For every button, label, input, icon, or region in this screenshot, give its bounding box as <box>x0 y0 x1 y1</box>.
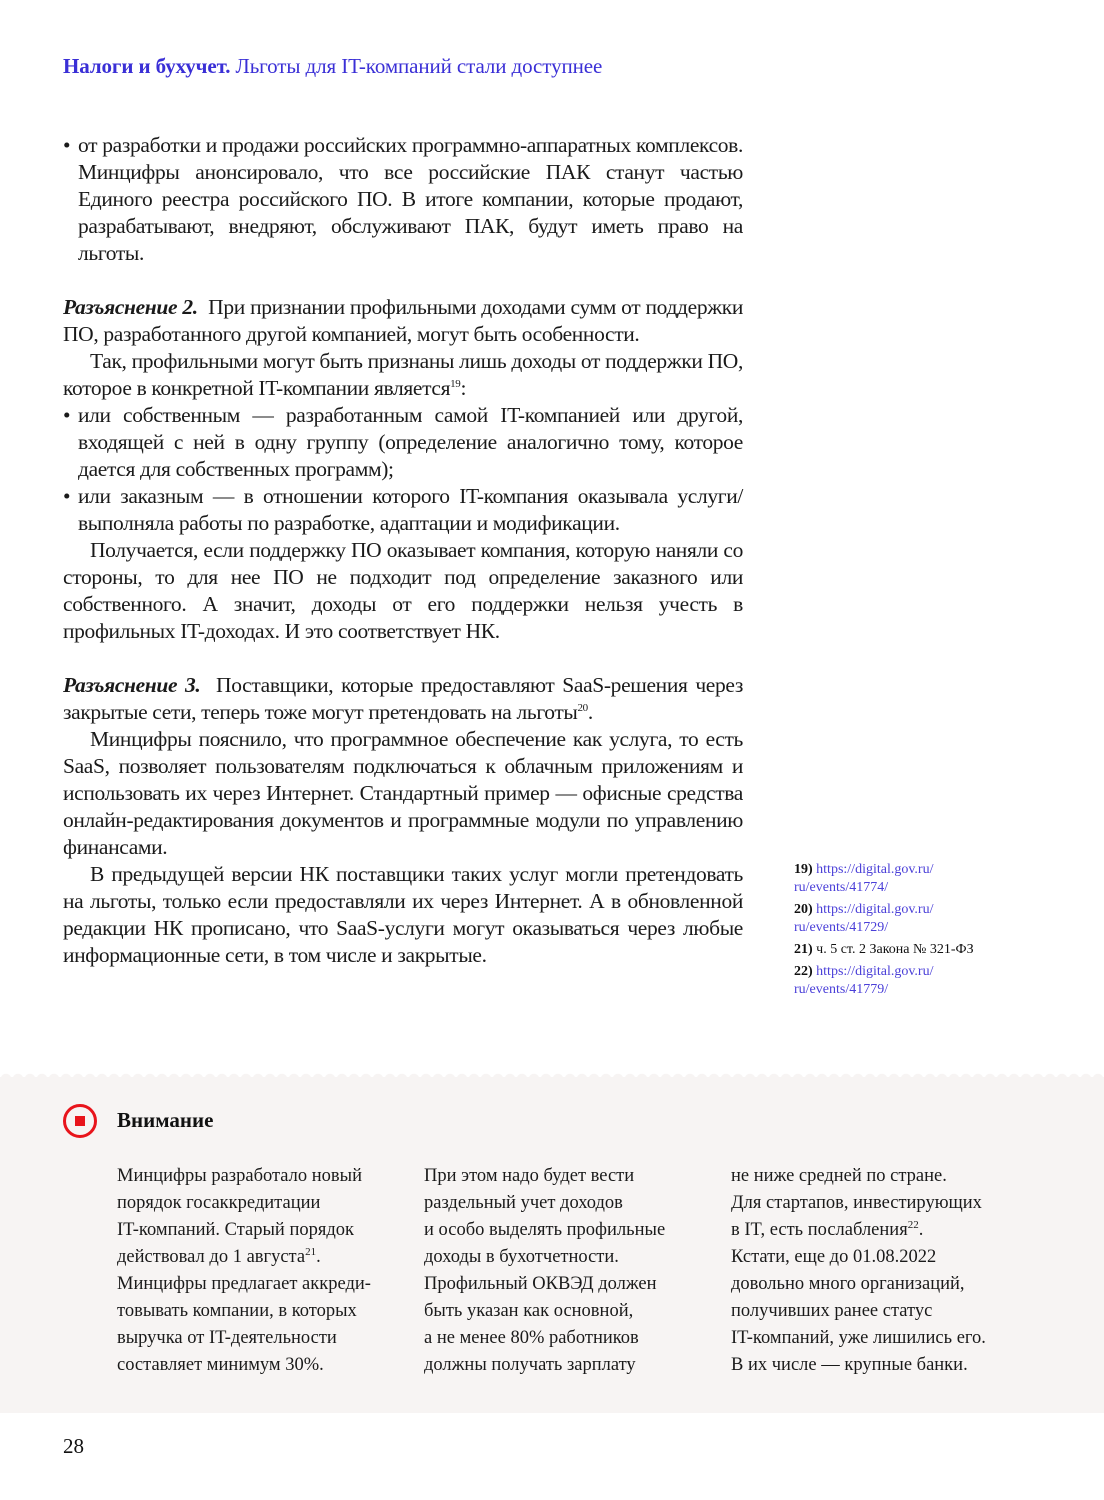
explanation-2-lead: Разъяснение 2. <box>63 295 198 319</box>
stop-icon <box>63 1104 97 1138</box>
explanation-3-lead: Разъяснение 3. <box>63 673 201 697</box>
footnote-ref-20[interactable]: 20 <box>577 701 588 714</box>
header-title: Льготы для IT-компаний стали доступнее <box>235 54 603 78</box>
footnote-22: 22) https://digital.gov.ru/ ru/events/41779/ <box>794 964 934 997</box>
main-text <box>63 132 743 969</box>
footnote-20: 20) https://digital.gov.ru/ ru/events/41729/ <box>794 902 934 935</box>
footnote-link[interactable]: https://digital.gov.ru/ <box>816 964 934 979</box>
footnote-link[interactable]: ru/events/41729/ <box>794 920 889 935</box>
explanation-2: Разъяснение 2. При признании профильными доходами сумм от поддержки ПО, разработанного другой компанией, могут быть особенности. <box>63 295 743 346</box>
footnote-21: 21) ч. 5 ст. 2 Закона № 321-ФЗ <box>794 942 974 957</box>
explanation-3-para-2: В предыдущей версии НК поставщики таких услуг могли претендовать на льготы, только если предоставляли их через Интернет. А в обновленной редакции НК прописано, что SaaS-услуги могут оказываться через любые информационные сети, в том числе и закрытые. <box>63 862 743 967</box>
header-section: Налоги и бухучет. <box>63 54 231 78</box>
running-header <box>63 54 602 79</box>
notice-column-1: Минцифры разработало новый порядок госаккредитации IT-компаний. Старый порядок действовал до 1 августа$^{21}$. Минцифры предлагает аккреди- товывать компании, в которых выручка от IT-деятельности составляет минимум 30%. <box>117 1166 371 1375</box>
footnote-link[interactable]: https://digital.gov.ru/ <box>816 862 934 877</box>
notice-column-2: При этом надо будет вести раздельный учет доходов и особо выделять профильные доходы в бухотчетности. Профильный ОКВЭД должен быть указан как основной, а не менее 80% работников должны получать зарплату <box>424 1166 666 1375</box>
explanation-2-para: Так, профильными могут быть признаны лишь доходы от поддержки ПО, которое в конкретной IT-компании является$^{19}$: <box>63 349 743 400</box>
footnote-link[interactable]: ru/events/41779/ <box>794 982 889 997</box>
explanation-3: Разъяснение 3. Поставщики, которые предоставляют SaaS-решения через закрытые сети, теперь тоже могут претендовать на льготы$^{20}$. <box>63 673 743 724</box>
footnotes <box>794 861 1014 1003</box>
footnote-ref-22[interactable]: 22 <box>907 1218 919 1231</box>
page-number: 28 <box>63 1434 84 1458</box>
bullet-own: • или собственным — разработанным самой IT-компанией или другой, входящей с ней в одну группу (определение аналогично тому, которое дается для собственных программ); <box>63 402 743 483</box>
footnote-link[interactable]: https://digital.gov.ru/ <box>816 902 934 917</box>
footnote-ref-19[interactable]: 19 <box>450 377 461 390</box>
explanation-3-para: Минцифры пояснило, что программное обеспечение как услуга, то есть SaaS, позволяет пользователям подключаться к облачным приложениям и использовать их через Интернет. Стандартный пример — офисные средства онлайн-редактирования документов и программные модули по управлению финансами. <box>63 727 743 859</box>
explanation-2-conclusion: Получается, если поддержку ПО оказывает компания, которую наняли со стороны, то для нее ПО не подходит под определение заказного или собственного. А значит, доходы от его поддержки нельзя учесть в профильных IT-доходах. И это соответствует НК. <box>63 538 743 643</box>
notice-column-3: не ниже средней по стране. Для стартапов, инвестирующих в IT, есть послабления$^{22}$. Кстати, еще до 01.08.2022 довольно много организаций, получивших ранее статус IT-компаний, уже лишились его. В их числе — крупные банки. <box>731 1166 986 1375</box>
footnote-link[interactable]: ru/events/41774/ <box>794 880 889 895</box>
footnote-ref-21[interactable]: 21 <box>305 1245 317 1258</box>
notice-title: Внимание <box>117 1108 214 1132</box>
footnote-19: 19) https://digital.gov.ru/ ru/events/41774/ <box>794 862 934 895</box>
bullet-custom: • или заказным — в отношении которого IT-компания оказывала услуги/выполняла работы по разработке, адаптации и модификации. <box>63 483 743 537</box>
bullet-pak: • от разработки и продажи российских программно-аппаратных комплексов. Минцифры анонсировало, что все российские ПАК станут частью Единого реестра российского ПО. В итоге компании, которые продают, разрабатывают, внедряют, обслуживают ПАК, будут иметь право на льготы. <box>63 132 743 267</box>
